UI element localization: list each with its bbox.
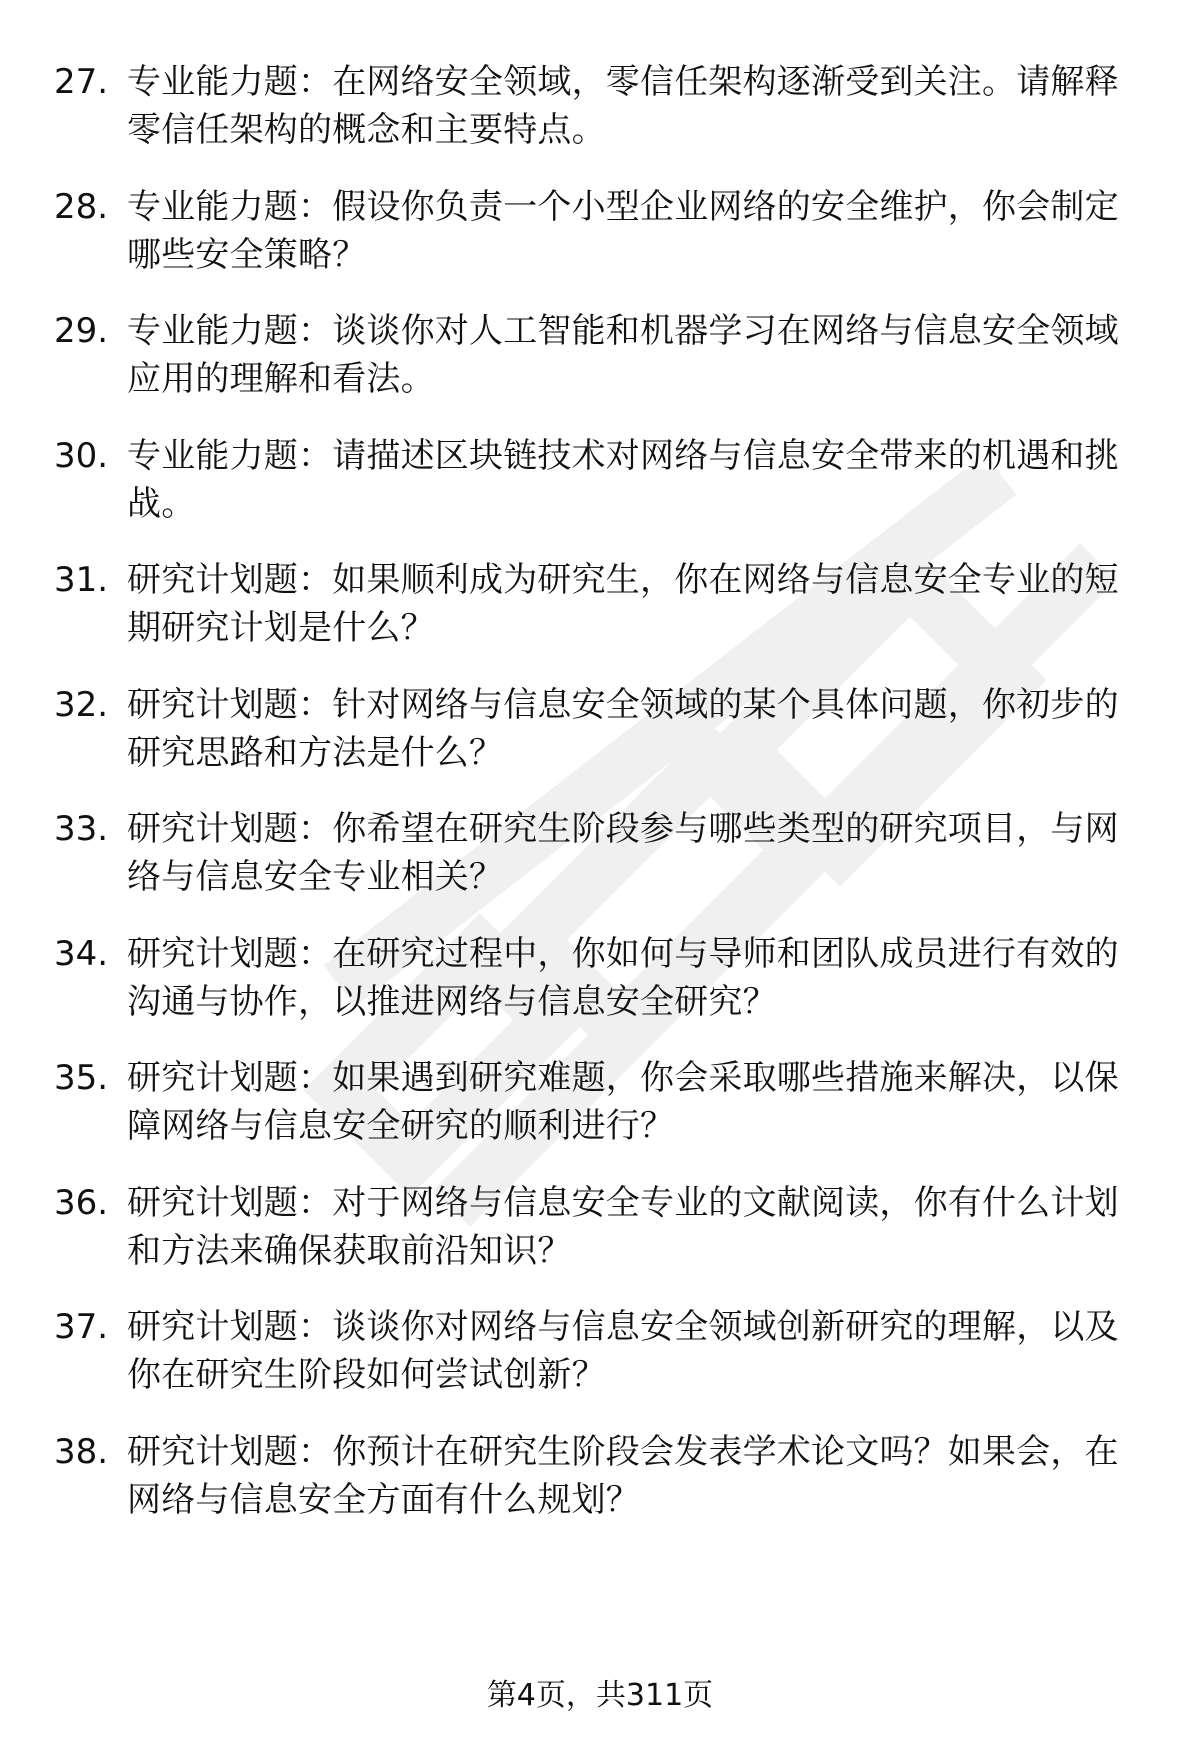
question-text: 研究计划题：对于网络与信息安全专业的文献阅读，你有什么计划和方法来确保获取前沿知识？ bbox=[127, 1182, 1119, 1271]
question-text: 专业能力题：谈谈你对人工智能和机器学习在网络与信息安全领域应用的理解和看法。 bbox=[127, 311, 1119, 399]
question-item bbox=[54, 681, 1144, 777]
question-item bbox=[54, 432, 1144, 528]
question-text: 研究计划题：你希望在研究生阶段参与哪些类型的研究项目，与网络与信息安全专业相关？ bbox=[127, 809, 1119, 897]
question-text: 研究计划题：如果遇到研究难题，你会采取哪些措施来解决，以保障网络与信息安全研究的顺利进行？ bbox=[127, 1058, 1119, 1146]
question-text: 专业能力题：在网络安全领域，零信任架构逐渐受到关注。请解释零信任架构的概念和主要特点。 bbox=[127, 62, 1119, 150]
question-text: 研究计划题：如果顺利成为研究生，你在网络与信息安全专业的短期研究计划是什么？ bbox=[127, 560, 1119, 648]
question-number: 38. bbox=[54, 1431, 109, 1472]
question-number: 29. bbox=[54, 311, 109, 351]
question-text: 专业能力题：假设你负责一个小型企业网络的安全维护，你会制定哪些安全策略？ bbox=[127, 186, 1119, 275]
question-item bbox=[54, 1054, 1144, 1150]
question-number: 32. bbox=[54, 684, 109, 725]
question-text: 研究计划题：谈谈你对网络与信息安全领域创新研究的理解，以及你在研究生阶段如何尝试创新？ bbox=[127, 1307, 1119, 1395]
page-footer bbox=[0, 1676, 1200, 1716]
question-item bbox=[54, 1303, 1144, 1399]
question-number: 27. bbox=[54, 62, 109, 102]
page-number-label: 第4页，共311页 bbox=[486, 1678, 714, 1713]
question-number: 37. bbox=[54, 1307, 109, 1347]
question-number: 33. bbox=[54, 809, 109, 849]
question-item bbox=[54, 556, 1144, 652]
question-item bbox=[54, 307, 1144, 403]
question-number: 34. bbox=[54, 933, 109, 974]
question-item bbox=[54, 183, 1144, 279]
question-item bbox=[54, 58, 1144, 154]
question-list bbox=[54, 58, 1144, 1552]
question-number: 28. bbox=[54, 186, 109, 227]
question-number: 31. bbox=[54, 560, 109, 600]
question-text: 研究计划题：在研究过程中，你如何与导师和团队成员进行有效的沟通与协作，以推进网络与信息安全研究？ bbox=[127, 933, 1119, 1022]
question-text: 研究计划题：你预计在研究生阶段会发表学术论文吗？如果会，在网络与信息安全方面有什么规划？ bbox=[127, 1431, 1119, 1520]
question-number: 30. bbox=[54, 435, 109, 476]
question-item bbox=[54, 805, 1144, 901]
question-text: 专业能力题：请描述区块链技术对网络与信息安全带来的机遇和挑战。 bbox=[127, 435, 1119, 524]
question-item bbox=[54, 1179, 1144, 1275]
question-item bbox=[54, 930, 1144, 1026]
question-number: 35. bbox=[54, 1058, 109, 1098]
question-item bbox=[54, 1428, 1144, 1524]
question-number: 36. bbox=[54, 1182, 109, 1223]
question-text: 研究计划题：针对网络与信息安全领域的某个具体问题，你初步的研究思路和方法是什么？ bbox=[127, 684, 1119, 773]
